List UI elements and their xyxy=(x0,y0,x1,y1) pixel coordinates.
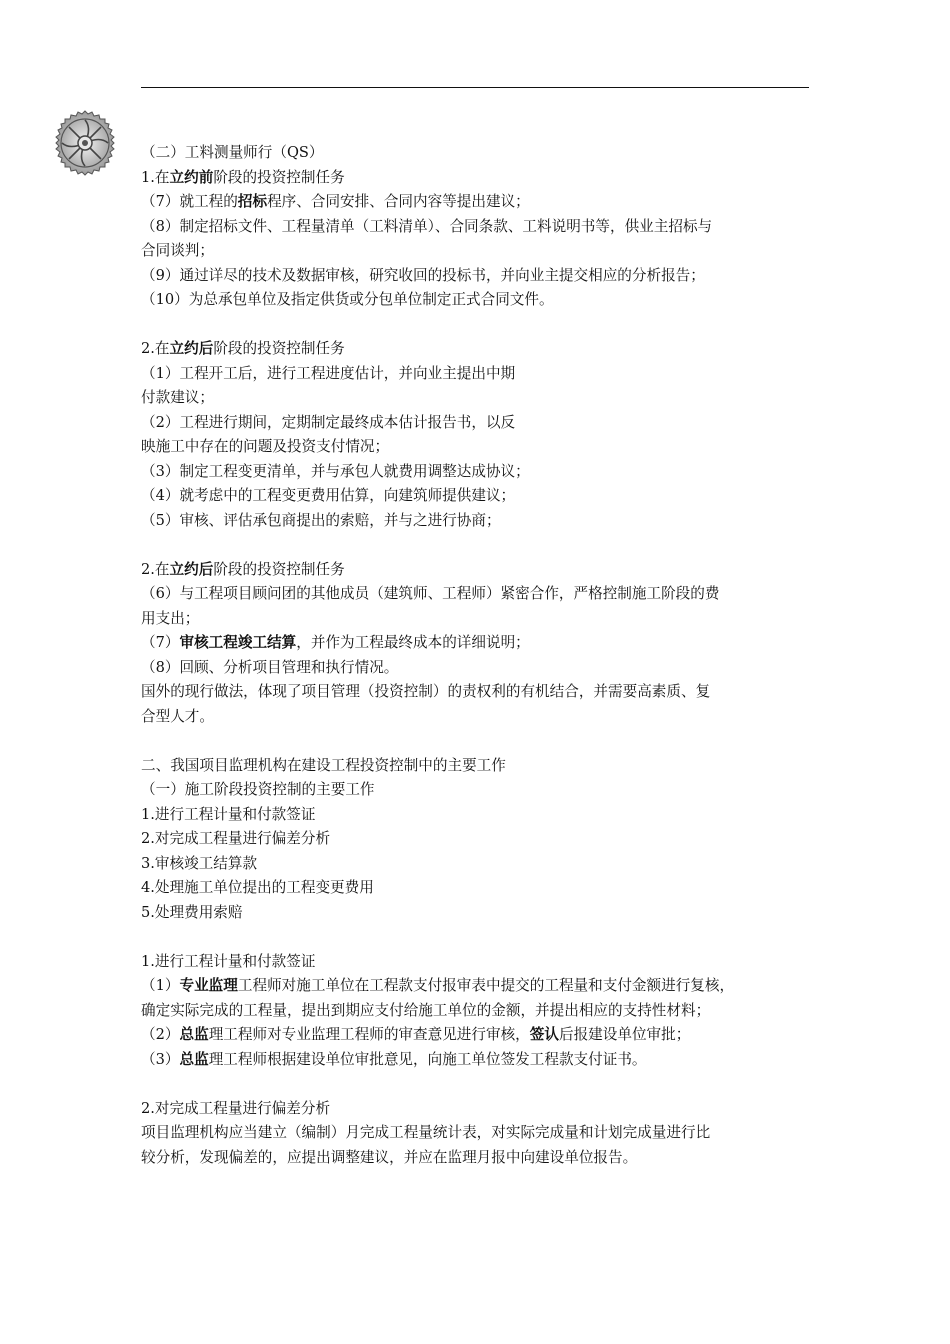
text-run: （8）制定招标文件、工程量清单（工料清单）、合同条款、工料说明书等，供业主招标与 xyxy=(141,217,713,235)
text-run: （3）制定工程变更清单，并与承包人就费用调整达成协议； xyxy=(141,462,530,480)
text-run: 合同谈判； xyxy=(141,242,214,259)
emphasis-text: 签认 xyxy=(529,1026,559,1043)
text-line xyxy=(141,411,821,436)
text-run: （9）通过详尽的技术及数据审核，研究收回的投标书，并向业主提交相应的分析报告； xyxy=(141,266,705,284)
emphasis-text: 招标 xyxy=(237,193,268,210)
text-run: （1）工程开工后，进行工程进度估计，并向业主提出中期 xyxy=(141,364,516,382)
emphasis-text: 审核工程竣工结算 xyxy=(179,634,297,651)
text-run: （2）工程进行期间，定期制定最终成本估计报告书，以反 xyxy=(141,413,516,431)
text-run: 2.在 xyxy=(141,560,170,578)
emphasis-text: 立约前 xyxy=(169,168,214,186)
text-run: 阶段的投资控制任务 xyxy=(213,168,345,186)
text-line xyxy=(141,974,821,999)
paragraph-gap xyxy=(141,1072,821,1097)
text-run: （10）为总承包单位及指定供货或分包单位制定正式合同文件。 xyxy=(141,291,554,308)
text-line xyxy=(141,950,821,975)
text-run: 阶段的投资控制任务 xyxy=(213,340,345,357)
text-line xyxy=(141,631,821,656)
text-run: 映施工中存在的问题及投资支付情况； xyxy=(141,438,390,455)
text-line xyxy=(141,460,821,485)
text-run: （8）回顾、分析项目管理和执行情况。 xyxy=(141,658,399,676)
text-line xyxy=(141,656,821,681)
text-run: （3） xyxy=(141,1050,180,1068)
text-line xyxy=(141,803,821,828)
text-run: 5.处理费用索赔 xyxy=(141,903,243,921)
text-line xyxy=(141,827,821,852)
emphasis-text: 总监 xyxy=(179,1026,209,1043)
text-line xyxy=(141,166,821,191)
header-rule xyxy=(141,87,809,88)
text-run: 2.在 xyxy=(141,340,170,357)
text-line xyxy=(141,754,821,779)
text-run: （二）工料测量师行（QS） xyxy=(141,144,324,161)
text-line xyxy=(141,558,821,583)
text-line xyxy=(141,215,821,240)
swirl-seal-icon xyxy=(52,110,118,176)
emphasis-text: 总监 xyxy=(179,1050,209,1068)
text-run: 4.处理施工单位提出的工程变更费用 xyxy=(141,879,374,896)
text-run: 1.在 xyxy=(141,168,170,186)
text-run: 1.进行工程计量和付款签证 xyxy=(141,805,316,823)
text-line xyxy=(141,362,821,387)
text-line xyxy=(141,386,821,411)
text-line xyxy=(141,778,821,803)
emphasis-text: 立约后 xyxy=(169,560,214,578)
text-run: （5）审核、评估承包商提出的索赔，并与之进行协商； xyxy=(141,511,501,529)
emphasis-text: 专业监理 xyxy=(179,977,238,994)
text-run: 2.对完成工程量进行偏差分析 xyxy=(141,1099,331,1117)
paragraph-gap xyxy=(141,729,821,754)
text-line xyxy=(141,607,821,632)
text-run: 项目监理机构应当建立（编制）月完成工程量统计表，对实际完成量和计划完成量进行比 xyxy=(141,1124,711,1141)
text-run: （6）与工程项目顾问团的其他成员（建筑师、工程师）紧密合作，严格控制施工阶段的费 xyxy=(141,585,720,602)
text-line xyxy=(141,1097,821,1122)
text-run: （4）就考虑中的工程变更费用估算，向建筑师提供建议； xyxy=(141,487,516,504)
text-line xyxy=(141,509,821,534)
text-run: 工程师对施工单位在工程款支付报审表中提交的工程量和支付金额进行复核， xyxy=(237,977,735,994)
text-line xyxy=(141,852,821,877)
text-line xyxy=(141,264,821,289)
text-run: 二、我国项目监理机构在建设工程投资控制中的主要工作 xyxy=(141,756,506,774)
text-line xyxy=(141,705,821,730)
text-run: 3.审核竣工结算款 xyxy=(141,854,258,872)
emphasis-text: 立约后 xyxy=(169,340,214,357)
text-run: 确定实际完成的工程量，提出到期应支付给施工单位的金额，并提出相应的支持性材料； xyxy=(141,1001,711,1019)
text-line xyxy=(141,288,821,313)
text-run: （一）施工阶段投资控制的主要工作 xyxy=(141,781,375,798)
text-run: 理工程师根据建设单位审批意见，向施工单位签发工程款支付证书。 xyxy=(208,1050,647,1068)
text-run: 程序、合同安排、合同内容等提出建议； xyxy=(267,193,530,210)
text-line xyxy=(141,1048,821,1073)
text-line xyxy=(141,680,821,705)
text-run: 后报建设单位审批； xyxy=(558,1026,691,1043)
text-line xyxy=(141,239,821,264)
text-line xyxy=(141,484,821,509)
text-run: （7） xyxy=(141,634,180,651)
text-line xyxy=(141,1023,821,1048)
text-run: 付款建议； xyxy=(141,389,214,406)
text-line xyxy=(141,190,821,215)
text-run: （1） xyxy=(141,977,180,994)
text-line xyxy=(141,1146,821,1171)
paragraph-gap xyxy=(141,925,821,950)
text-line xyxy=(141,901,821,926)
text-run: 合型人才。 xyxy=(141,707,214,725)
text-run: 国外的现行做法，体现了项目管理（投资控制）的责权利的有机结合，并需要高素质、复 xyxy=(141,683,711,700)
text-line xyxy=(141,876,821,901)
text-run: （2） xyxy=(141,1026,180,1043)
text-line xyxy=(141,435,821,460)
text-run: ，并作为工程最终成本的详细说明； xyxy=(296,634,530,651)
text-run: 理工程师对专业监理工程师的审查意见进行审核， xyxy=(208,1026,530,1043)
paragraph-gap xyxy=(141,533,821,558)
paragraph-gap xyxy=(141,313,821,338)
text-run: 2.对完成工程量进行偏差分析 xyxy=(141,830,331,847)
text-run: （7）就工程的 xyxy=(141,193,238,210)
text-line xyxy=(141,999,821,1024)
text-line xyxy=(141,337,821,362)
document-body xyxy=(141,141,821,1170)
text-run: 较分析，发现偏差的，应提出调整建议，并应在监理月报中向建设单位报告。 xyxy=(141,1148,638,1166)
text-run: 用支出； xyxy=(141,609,200,627)
text-line xyxy=(141,582,821,607)
text-line xyxy=(141,141,821,166)
text-run: 阶段的投资控制任务 xyxy=(213,560,345,578)
text-run: 1.进行工程计量和付款签证 xyxy=(141,952,316,970)
text-line xyxy=(141,1121,821,1146)
